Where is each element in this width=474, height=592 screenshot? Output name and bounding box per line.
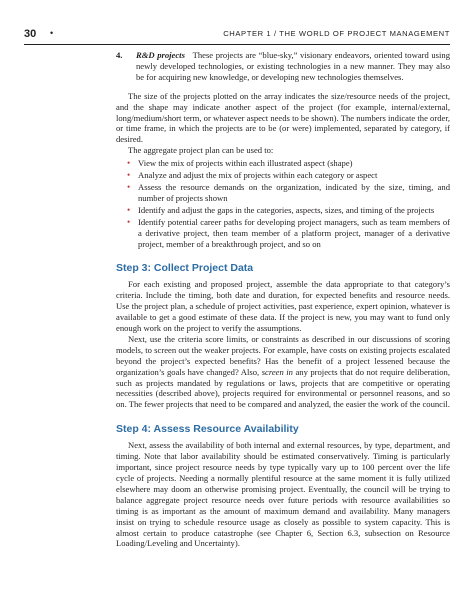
page-number: 30 [24,28,37,40]
section-heading-step4: Step 4: Assess Resource Availability [116,423,299,436]
item-text: These projects are “blue-sky,” visionary endeavors, oriented toward using newly developed technologies, or existing technologies in a new manner. They may also be for acquiring new knowledge, or developing new technologies themselves. [136,50,451,82]
page-header [24,28,450,45]
list-item-rd-projects [116,50,450,83]
item-number: 4. [116,50,123,60]
list-item-text: Assess the resource demands on the organization, indicated by the size, timing, and number of projects shown [138,181,450,203]
list-item [116,158,450,169]
list-item-text: View the mix of projects within each illustrated aspect (shape) [138,158,353,169]
paragraph: The aggregate project plan can be used to: [128,145,274,156]
text-run: Next, use the criteria score limits, or constraints as described in our discussions of scoring models, to screen out the weaker projects. For example, have costs on existing projects escalated beyond the project’s expected benefits? Has the benefit of a project lessened because the organization’s goals have changed? Also, [116,333,450,377]
paragraph: For each existing and proposed project, assemble the data appropriate to that category’s criteria. Include the timing, both date and duration, for expected benefits and resource needs. Use the project plan, a schedule of project activities, past experience, expert opinion, whatever is available to get a good estimate of these data. If the project is new, you may want to fund only enough work on the project to verify the assumptions. [116,279,450,334]
bullet-icon: • [127,216,131,227]
list-item-text: Identify and adjust the gaps in the categories, aspects, sizes, and timing of the projects [138,204,435,215]
list-item [116,170,450,181]
emphasis: screen in [261,366,293,377]
list-item [116,182,450,204]
paragraph: Next, assess the availability of both internal and external resources, by type, department, and timing. Note that labor availability should be estimated conservatively. Timing is particularly important, since project resource needs by type typically vary up to 100 percent over the life cycle of projects. Needing a normally plentiful resource at the same moment it is fully utilized elsewhere may doom an otherwise promising project. Eventually, the council will be trying to balance aggregate project resource needs over future periods with resource availabilities so timing is as important as the amount of maximum demand and availability. Many managers insist on trying to schedule resource usage as closely as possible to system capacity. This is almost certain to produce catastrophe (see Chapter 6, Section 6.3, subsection on Resource Loading/Leveling and Uncertainty). [116,440,450,549]
bullet-icon: • [127,158,131,169]
bullet-list [116,158,450,249]
item-term: R&D projects [136,50,185,60]
page-body [116,50,450,549]
section-heading-step3: Step 3: Collect Project Data [116,262,254,275]
list-item [116,205,450,216]
list-item [116,217,450,250]
paragraph [116,334,450,410]
list-item-text: Analyze and adjust the mix of projects within each category or aspect [138,170,378,181]
paragraph: The size of the projects plotted on the array indicates the size/resource needs of the project, and the shape may indicate another aspect of the project (for example, internal/external, long/medium/short term, or whatever aspect needs to be shown). The numbers indicate the order, or time frame, in which the projects are to be (or were) implemented, separated by category, if desired. [116,90,450,145]
bullet-icon: • [127,204,131,215]
running-head: CHAPTER 1 / THE WORLD OF PROJECT MANAGEMENT [223,29,450,38]
header-separator: • [50,28,54,38]
bullet-icon: • [127,181,131,192]
bullet-icon: • [127,170,131,181]
list-item-text: Identify potential career paths for developing project managers, such as team members of a derivative project, then team member of a platform project, manager of a derivative project, member of a breakthrough project, and so on [138,216,450,249]
text-run: any projects that do not require deliberation, such as projects mandated by regulations or laws, projects that are competitive or operating necessities (described above), projects required for environmental or personnel reasons, and so on. The fewer projects that need to be compared and analyzed, the easier the work of the council. [116,366,450,410]
